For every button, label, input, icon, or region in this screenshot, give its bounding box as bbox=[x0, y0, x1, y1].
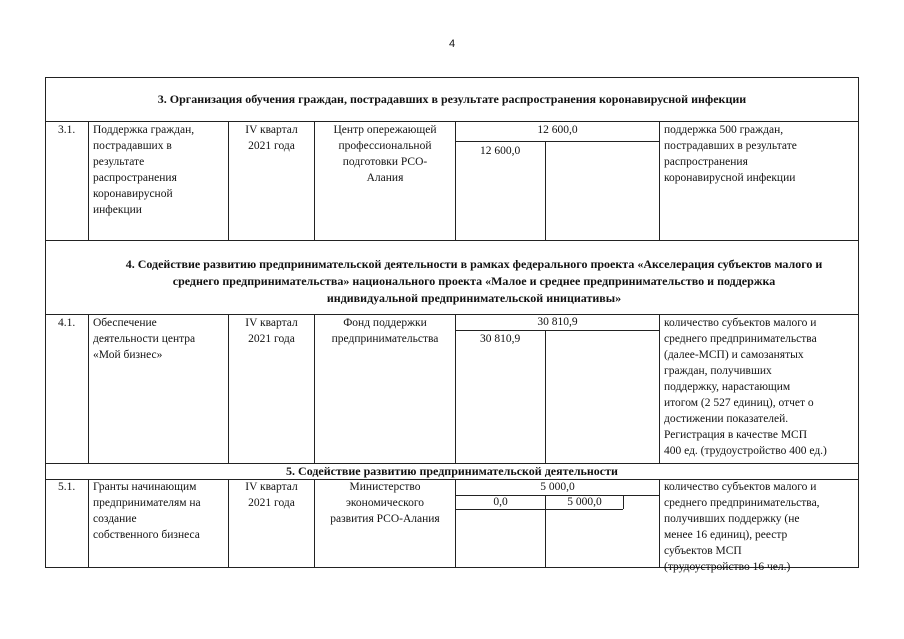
activity-cell: Гранты начинающим предпринимателям на создание собственного бизнеса bbox=[93, 481, 201, 541]
sub-col-line bbox=[545, 141, 546, 240]
page-number: 4 bbox=[448, 38, 456, 50]
table-border-left bbox=[45, 77, 46, 568]
row-separator bbox=[45, 240, 859, 241]
table-border-right bbox=[858, 77, 859, 568]
period-cell: IV квартал 2021 года bbox=[245, 124, 298, 152]
funding-sub-2: 5 000,0 bbox=[567, 496, 602, 508]
funding-total: 30 810,9 bbox=[537, 316, 578, 328]
row-number: 3.1. bbox=[58, 124, 76, 136]
section-title: 5. Содействие развитию предпринимательской деятельности bbox=[286, 464, 618, 478]
activity-cell: Обеспечение деятельности центра «Мой бизнес» bbox=[93, 317, 196, 361]
result-cell: поддержка 500 граждан, пострадавших в результате распространения коронавирусной инфекции bbox=[664, 124, 797, 184]
sub-col-line bbox=[545, 330, 546, 463]
col-line bbox=[659, 479, 660, 567]
executor-cell: Министерство экономического развития РСО-Алания bbox=[330, 481, 440, 525]
activity-cell: Поддержка граждан, пострадавших в результате распространения коронавирусной инфекции bbox=[93, 124, 195, 216]
section-title: 3. Организация обучения граждан, пострадавших в результате распространения коронавирусной инфекции bbox=[157, 92, 747, 106]
period-cell: IV квартал 2021 года bbox=[245, 481, 298, 509]
funding-sub-1: 30 810,9 bbox=[480, 333, 521, 345]
funding-total: 5 000,0 bbox=[540, 481, 575, 493]
executor-cell: Фонд поддержки предпринимательства bbox=[331, 317, 439, 345]
sub-col-line bbox=[623, 495, 624, 509]
row-number: 5.1. bbox=[58, 481, 76, 493]
col-line bbox=[88, 479, 89, 567]
col-line bbox=[455, 314, 456, 463]
funding-sub-1: 0,0 bbox=[493, 496, 508, 508]
col-line bbox=[455, 121, 456, 240]
result-cell: количество субъектов малого и среднего предпринимательства, получивших поддержку (не менее 16 единиц), реестр субъектов МСП (трудоустройство 16 чел.) bbox=[664, 481, 820, 573]
funding-total: 12 600,0 bbox=[537, 124, 578, 136]
period-cell: IV квартал 2021 года bbox=[245, 317, 298, 345]
funding-sub-1: 12 600,0 bbox=[480, 145, 521, 157]
executor-cell: Центр опережающей профессиональной подготовки РСО- Алания bbox=[333, 124, 437, 184]
result-cell: количество субъектов малого и среднего предпринимательства (далее-МСП) и самозанятых граждан, получивших поддержку, нарастающим итогом (2 527 единиц), отчет о достижении показателей. Регистрация в качестве МСП 400 ед. (трудоустройство 400 ед.) bbox=[664, 317, 827, 457]
col-line bbox=[88, 314, 89, 463]
row-number: 4.1. bbox=[58, 317, 76, 329]
sub-row-line bbox=[455, 141, 659, 142]
col-line bbox=[659, 121, 660, 240]
section-title: 4. Содействие развитию предпринимательской деятельности в рамках федерального проекта «Акселерация субъектов малого и среднего предпринимательства» национального проекта «Малое и среднее предпринимательство и поддержка индивидуальной предпринимательской инициативы» bbox=[125, 257, 823, 305]
table-border-top bbox=[45, 77, 859, 78]
col-line bbox=[88, 121, 89, 240]
col-line bbox=[659, 314, 660, 463]
